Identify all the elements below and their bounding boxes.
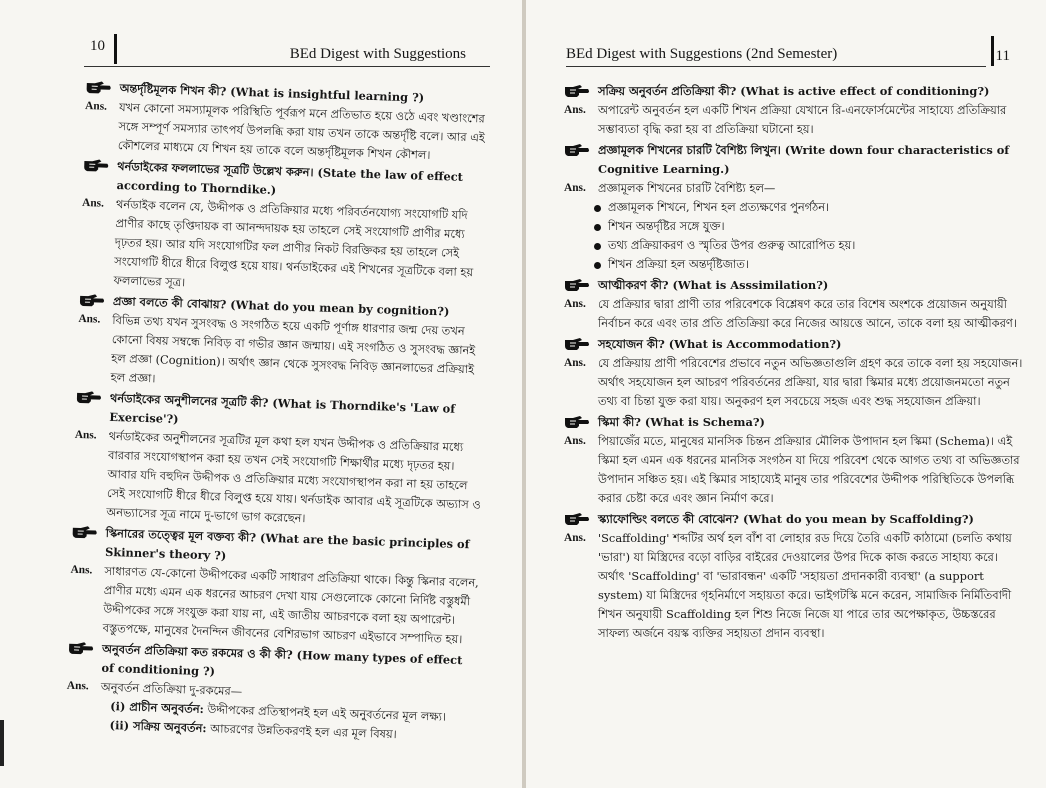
question-text: থর্নডাইকের অনুশীলনের সূত্রটি কী? (What is Thorndike's 'Law of Exercise'?) xyxy=(109,390,456,427)
pointing-hand-icon xyxy=(71,525,97,541)
answer-body: বিভিন্ন তথ্য যখন সুসংবদ্ধ ও সংগঠিত হয়ে একটি পূর্ণাঙ্গ ধারণার জন্ম দেয় তখন কোনো বিষয় সম্বন্ধে নিবিড় বা গভীর জ্ঞান জন্মায়। এই সংগঠিত ও সুসংবদ্ধ জ্ঞানই হল প্রজ্ঞা (Cognition)। অর্থাৎ জ্ঞান থেকে সুসংবদ্ধ নিবিড় জ্ঞানলাভের প্রক্রিয়াই হল প্রজ্ঞা। xyxy=(110,312,476,386)
answer-text xyxy=(564,529,1024,643)
answer-body: অনুবর্তন প্রতিক্রিয়া দু-রকমের— xyxy=(100,679,243,699)
header-divider xyxy=(991,36,994,66)
question-text: স্ক্যাফোল্ডিং বলতে কী বোঝেন? (What do you mean by Scaffolding?) xyxy=(598,512,974,526)
bullet-item: প্রজ্ঞামূলক শিখনে, শিখন হল প্রত্যক্ষণের পুনর্গঠন। xyxy=(608,198,1024,217)
question-heading xyxy=(564,82,1024,101)
answer-label: Ans. xyxy=(78,312,101,326)
answer-label: Ans. xyxy=(74,428,97,442)
pointing-hand-icon xyxy=(76,390,102,406)
answer-body: যে প্রক্রিয়ায় প্রাণী পরিবেশের প্রভাবে নতুন অভিজ্ঞতাগুলি গ্রহণ করে তাকে বলা হয় সহযোজন। অর্থাৎ সহযোজন হল আচরণ পরিবর্তনের প্রক্রিয়া, যার দ্বারা স্কিমার মধ্যে প্রয়োজনমতো নতুন তথ্য বা চিন্তা যুক্ত করা যায়। অনুকরণ হল সবচেয়ে সহজ এবং শুদ্ধ সহযোজন প্রক্রিয়া। xyxy=(598,356,1023,408)
header-rule xyxy=(566,66,986,67)
sub-item-text: উদ্দীপকের প্রতিস্থাপনই হল এই অনুবর্তনের মূল লক্ষ্য। xyxy=(203,702,447,724)
pointing-hand-icon xyxy=(564,415,590,430)
pointing-hand-icon xyxy=(564,143,590,158)
bullet-item: শিখন প্রক্রিয়া হল অন্তর্দৃষ্টিজাত। xyxy=(608,255,1024,274)
question-text: স্কিনারের তত্ত্বের মূল বক্তব্য কী? (What are the basic principles of Skinner's theory ?) xyxy=(104,525,470,563)
qa-item xyxy=(72,388,486,534)
pointing-hand-icon xyxy=(564,84,590,99)
question-text: সহযোজন কী? (What is Accommodation?) xyxy=(598,337,842,351)
sub-item-label: (i) প্রাচীন অনুবর্তন: xyxy=(110,699,205,717)
running-header-title: BEd Digest with Suggestions xyxy=(289,46,466,62)
answer-body: সাধারণত যে-কোনো উদ্দীপকের একটি সাধারণ প্রতিক্রিয়া থাকে। কিন্তু স্কিনার বলেন, প্রাণীর মধ্যে এমন এক ধরনের আচরণ দেখা যায় সেগুলোকে কোনো নির্দিষ্ট বস্তুধর্মী উদ্দীপকের সঙ্গে সংযুক্ত করা যায় না, এই জাতীয় আচরণকে বলা হয় অপারেন্ট। বস্তুতপক্ষে, মানুষের দৈনন্দিন জীবনের বেশিরভাগ আচরণ এইভাবে সম্পাদিত হয়। xyxy=(102,563,479,647)
page-number: 10 xyxy=(90,38,105,54)
left-page-content xyxy=(65,78,495,749)
answer-text xyxy=(79,194,492,302)
header-rule xyxy=(84,66,490,67)
answer-text xyxy=(564,432,1024,508)
question-text: থর্নডাইকের ফললাভের সূত্রটি উল্লেখ করুন। (State the law of effect according to Thorndike.) xyxy=(116,159,464,198)
answer-text xyxy=(76,310,488,399)
question-heading xyxy=(564,510,1024,529)
question-heading xyxy=(564,413,1024,432)
pointing-hand-icon xyxy=(79,293,105,309)
pointing-hand-icon xyxy=(85,80,111,96)
answer-label: Ans. xyxy=(564,298,586,310)
question-heading xyxy=(564,276,1024,295)
answer-text xyxy=(564,295,1024,333)
answer-body: পিয়াজেঁর মতে, মানুষের মানসিক চিন্তন প্রক্রিয়ার মৌলিক উপাদান হল স্কিমা (Schema)। এই স্কিমা হল এমন এক ধরনের মানসিক সংগঠন যা দিয়ে পরিবেশ থেকে আগত তথ্য বা অভিজ্ঞতার উপাদান সঞ্চিত হয়। এই স্কিমার সাহায্যেই মানুষ তার পরিবেশের উদ্দীপক পরিস্থিতিকে উপলব্ধি করার চেষ্টা করে এবং জ্ঞান নির্মাণ করে। xyxy=(598,434,1020,505)
answer-text xyxy=(564,101,1024,139)
question-text: স্কিমা কী? (What is Schema?) xyxy=(598,415,765,429)
qa-item xyxy=(564,335,1024,411)
left-page xyxy=(0,0,522,788)
question-text: সক্রিয় অনুবর্তন প্রতিক্রিয়া কী? (What is active effect of conditioning?) xyxy=(598,84,990,98)
question-text: প্রজ্ঞা বলতে কী বোঝায়? (What do you mean by cognition?) xyxy=(112,293,450,319)
page-number: 11 xyxy=(995,48,1010,64)
answer-label: Ans. xyxy=(70,563,93,577)
qa-item xyxy=(79,156,493,302)
qa-item xyxy=(564,510,1024,643)
pointing-hand-icon xyxy=(564,278,590,293)
question-heading xyxy=(564,141,1024,179)
answer-label: Ans. xyxy=(564,182,586,194)
bullet-item: শিখন অন্তর্দৃষ্টির সঙ্গে যুক্ত। xyxy=(608,217,1024,236)
question-text: অন্তর্দৃষ্টিমূলক শিখন কী? (What is insightful learning ?) xyxy=(119,81,425,105)
right-page xyxy=(526,0,1046,788)
qa-item xyxy=(84,78,496,167)
header-divider xyxy=(114,34,117,64)
sub-item-text: আচরণের উন্নতিকরণই হল এর মূল বিষয়। xyxy=(206,721,397,742)
running-header-title: BEd Digest with Suggestions (2nd Semester) xyxy=(566,46,838,62)
answer-label: Ans. xyxy=(564,435,586,447)
answer-text xyxy=(72,426,485,534)
answer-label: Ans. xyxy=(66,679,89,693)
answer-text xyxy=(564,179,1024,198)
answer-body: 'Scaffolding' শব্দটির অর্থ হল বাঁশ বা লোহার রড দিয়ে তৈরি একটি কাঠামো (চলতি কথায় 'ভারা') যা মিস্ত্রিদের বড়ো বাড়ির বাইরের দেওয়ালের উপর দিকে কাজ করতে সাহায্য করে। অর্থাৎ 'Scaffolding' বা 'ভারাবন্ধন' একটি 'সহায়তা প্রদানকারী ব্যবস্থা' (a support system) যা মিস্ত্রিদের গৃহনির্মাণে সহায়তা করে। ভাইগটস্কি মনে করেন, সামাজিক নির্মিতিবাদী শিখন অনুযায়ী Scaffolding হল শিশু নিজে নিজে যা পারে তার অপেক্ষাকৃত, উচ্চস্তরের সাফল্য অর্জনে বয়স্ক ব্যক্তির সহায়তা প্রদান ব্যবস্থা। xyxy=(598,531,1012,640)
right-page-content xyxy=(564,82,1024,645)
answer-body: থর্নডাইক বলেন যে, উদ্দীপক ও প্রতিক্রিয়ার মধ্যে পরিবর্তনযোগ্য সংযোগটি যদি প্রাণীর কাছে তৃপ্তিদায়ক বা আনন্দদায়ক হয় তাহলে সেই সংযোগটি প্রাণীর মধ্যে দৃঢ়তর হয়। আর যদি সংযোগটির ফল প্রাণীর নিকট বিরক্তিকর হয় তাহলে সেই সংযোগটি ধীরে ধীরে বিলুপ্ত হয়ে যায়। থর্নডাইকের এই শিখনের সূত্রটিকে বলা হয় ফললাভের সূত্র। xyxy=(113,197,474,290)
answer-label: Ans. xyxy=(564,104,586,116)
qa-item xyxy=(564,413,1024,508)
answer-label: Ans. xyxy=(84,99,108,113)
pointing-hand-icon xyxy=(83,158,109,174)
answer-body: প্রজ্ঞামূলক শিখনের চারটি বৈশিষ্ট্য হল— xyxy=(598,181,776,195)
qa-item xyxy=(65,639,478,747)
scan-edge-mark xyxy=(0,720,4,766)
qa-item xyxy=(564,276,1024,333)
pointing-hand-icon xyxy=(564,512,590,527)
bullet-item: তথ্য প্রক্রিয়াকরণ ও স্মৃতির উপর গুরুত্ব আরোপিত হয়। xyxy=(608,236,1024,255)
qa-item xyxy=(564,82,1024,139)
answer-label: Ans. xyxy=(564,357,586,369)
pointing-hand-icon xyxy=(68,641,94,657)
pointing-hand-icon xyxy=(564,337,590,352)
answer-text xyxy=(564,354,1024,411)
answer-body: অপারেন্ট অনুবর্তন হল একটি শিখন প্রক্রিয়া যেখানে রি-এনফোর্সমেন্টের সাহায্যে প্রতিক্রিয়ার সম্ভাব্যতা বৃদ্ধি করা হয় বা প্রতিক্রিয়া ঘটানো হয়। xyxy=(598,103,1007,136)
qa-item xyxy=(76,291,489,399)
bullet-list xyxy=(564,198,1024,274)
answer-label: Ans. xyxy=(564,532,586,544)
question-text: প্রজ্ঞামূলক শিখনের চারটি বৈশিষ্ট্য লিখুন। (Write down four characteristics of Cognitive Learning.) xyxy=(598,143,1010,176)
answer-text xyxy=(68,561,480,650)
qa-item xyxy=(564,141,1024,274)
answer-body: যে প্রক্রিয়ার দ্বারা প্রাণী তার পরিবেশকে বিশ্লেষণ করে তার বিশেষ অংশকে প্রয়োজন অনুযায়ী নির্বাচন করে এবং তার প্রতি প্রতিক্রিয়া করে নিজের আয়ত্তে আনে, তাকে বলা হয় আত্মীকরণ। xyxy=(598,297,1017,330)
answer-text xyxy=(84,97,496,167)
question-text: অনুবর্তন প্রতিক্রিয়া কত রকমের ও কী কী? (How many types of effect of conditioning ?) xyxy=(101,641,463,679)
answer-body: থর্নডাইকের অনুশীলনের সূত্রটির মূল কথা হল যখন উদ্দীপক ও প্রতিক্রিয়ার মধ্যে বারবার সংযোগস্থাপন করা হয় তখন সেই সংযোগটি শিক্ষার্থীর মধ্যে দৃঢ়তর হয়। আবার যদি বহুদিন উদ্দীপক ও প্রতিক্রিয়ার মধ্যে সংযোগস্থাপন করা না হয় তাহলে সেই সংযোগটি ধীরে ধীরে বিলুপ্ত হয়ে যায়। থর্নডাইক আবার এই সূত্রটিকে অভ্যাস ও অনভ্যাসের সূত্র নামে দু-ভাগে ভাগ করেছেন। xyxy=(106,428,481,526)
question-text: আত্মীকরণ কী? (What is Asssimilation?) xyxy=(598,278,829,292)
qa-item xyxy=(68,523,481,650)
answer-body: যখন কোনো সমস্যামূলক পরিস্থিতি পূর্বরূপ মনে প্রতিভাত হয়ে ওঠে এবং খণ্ডাংশের সঙ্গে সম্পূর্ণ সমস্যার তাৎপর্য উপলব্ধি করা যায় তখন তাকে অন্তর্দৃষ্টি বলে। আর এই কৌশলের মাধ্যমে যে শিখন হয় তাকে বলে অন্তর্দৃষ্টিমূলক শিখন কৌশল। xyxy=(117,100,486,162)
answer-label: Ans. xyxy=(81,196,105,210)
question-heading xyxy=(564,335,1024,354)
sub-item-label: (ii) সক্রিয় অনুবর্তন: xyxy=(109,718,207,736)
